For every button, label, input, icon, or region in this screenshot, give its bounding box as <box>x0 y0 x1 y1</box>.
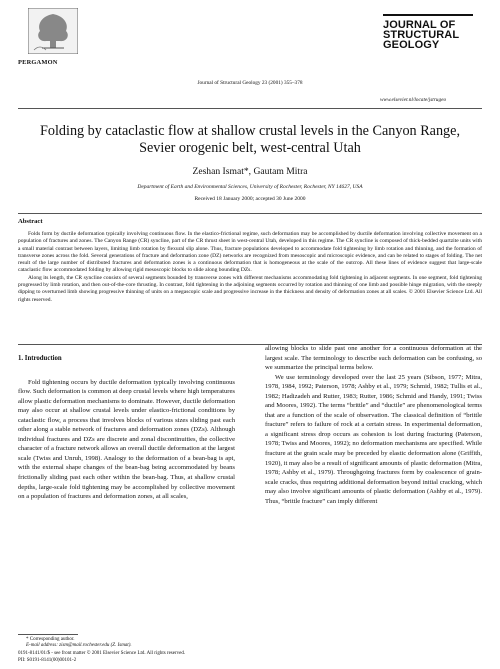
left-column <box>18 354 235 502</box>
elsevier-tree-logo <box>28 8 78 54</box>
article-title-line-2: Sevier orogenic belt, west-central Utah <box>139 140 361 156</box>
pii-line: PII: S0191-8141(00)00101-2 <box>18 658 77 663</box>
abstract-body <box>18 231 482 304</box>
journal-title-rule <box>383 14 473 16</box>
right-column-paragraph-1: allowing blocks to slide past one another for a continuous deformation at the largest scale. The terminology to describe such deformation can be confusing, so we summarize the principal terms below. <box>265 345 482 372</box>
issn-line: 0191-8141/01/$ - see front matter © 2001 Elsevier Science Ltd. All rights reserved. <box>18 651 186 656</box>
issn-block <box>18 650 185 664</box>
abstract-heading: Abstract <box>18 218 43 225</box>
right-column-paragraph-2: We use terminology developed over the last 25 years (Sibson, 1977; Mitra, 1978, 1984, 1992; Paterson, 1978; Ashby et al., 1979; Schmid, 1982; Tullis et al., 1982; Hadizadeh and Rutter, 1983; Rutter, 1986; Schmid and Handy, 1991; Twiss and Moores, 1992). The terms “brittle” and “ductile” are phenomenological terms that are a function of the scale of observation. The classical definition of “brittle fracture” refers to failure of rock at a certain stress. In experimental deformation, a significant stress drop occurs as cohesion is lost during fracturing (Paterson, 1978; Twiss and Moores, 1992); no deformation mechanisms are specified. While fracture at the grain scale may be preceded by elastic deformation alone (Griffith, 1920), it may also be a result of significant amounts of plastic deformation (Mitra, 1978; Ashby et al., 1979). Throughgoing fractures form by coalescence of grain-scale cracks, thus requiring additional deformation beyond initial cracking, which may also involve significant amounts of plastic deformation (Ashby et al., 1979). Thus, “brittle fracture” can imply different <box>265 373 482 505</box>
journal-name-line-1: JOURNAL OF <box>383 19 456 31</box>
header-divider <box>18 108 482 109</box>
journal-name-line-2: STRUCTURAL <box>383 29 460 41</box>
right-column <box>265 344 482 506</box>
author-affiliation: Department of Earth and Environmental Sciences, University of Rochester, Rochester, NY 14627, USA <box>137 184 363 190</box>
abstract-paragraph-2: Along its length, the CR syncline consists of several segments bounded by transverse zones with different mechanisms accommodating fold tightening in adjacent segments. In one segment, fold tightening progressed by limb rotation, and then out-of-the-core thrusting. In contrast, fold tightening in the adjoining segments occurred by rotation and thinning of one limb and possible hinge migration, with the steeply dipping to overturned limb showing progressive thinning of units on a megascopic scale and progressive increase in the thickness and density of deformation zones at all scales. © 2001 Elsevier Science Ltd. All rights reserved. <box>18 274 482 303</box>
journal-name-line-3: GEOLOGY <box>383 39 440 51</box>
abstract-paragraph-1: Folds form by ductile deformation typically involving continuous flow. In the elastico-frictional regime, such deformation may be accomplished by ductile deformation involving collective movement on a population of fractures and zones. The Canyon Range (CR) syncline, part of the CR thrust sheet in west-central Utah, developed in this regime. The CR syncline is composed of thick-bedded quartzite units with a small material contrast between layers, limiting limb rotation by flexural slip alone. Thus, fracture populations developed to accommodate fold tightening by limb rotation and thinning, and the formation of transverse zones across the fold. Several generations of fracture and deformation zone (DZ) networks are recognized from mesoscopic and microscopic evidence, and can be related to stages of folding. The net result of the large number of distributed fractures and deformation zones is a continuous deformation that is homogeneous at the scale of the outcrop. All these lines of evidence suggest that large-scale cataclastic flow accommodated folding by allowing rigid mesoscopic blocks to slide along bounding DZs. <box>18 231 482 274</box>
footnote <box>26 637 132 650</box>
journal-name <box>383 20 459 50</box>
journal-citation: Journal of Structural Geology 23 (2001) 355–378 <box>197 80 303 86</box>
footnote-divider <box>18 634 78 635</box>
article-title-line-1: Folding by cataclastic flow at shallow crustal levels in the Canyon Range, <box>39 123 460 139</box>
footnote-corresponding-author: * Corresponding author. <box>26 637 75 642</box>
publisher-name: PERGAMON <box>18 59 58 66</box>
received-dates: Received 18 January 2000; accepted 30 June 2000 <box>194 196 306 202</box>
article-authors: Zeshan Ismat*, Gautam Mitra <box>192 166 308 177</box>
footnote-email: E-mail address: zism@mail.rochester.edu (Z. Ismat). <box>26 643 132 649</box>
journal-url-link[interactable]: www.elsevier.nl/locate/jstrugeo <box>380 97 447 103</box>
abstract-top-divider <box>18 213 482 214</box>
left-column-paragraph-1: Fold tightening occurs by ductile deformation typically involving continuous flow. Such deformation is common at deep crustal levels where high temperatures allow plastic deformation mechanisms to dominate. However, ductile deformation may also occur at shallow crustal levels under elastico-frictional conditions by cataclastic flow, a process that involves blocks of various sizes sliding past each other along a stable network of fractures and deformation zones (DZs). Although individual fractures and DZs are discrete and zonal discontinuities, the collective character of a fracture network allows an overall ductile deformation at the largest scale (Twiss and Unruh, 1998). Analogy to the deformation of a bean-bag is apt, with the external shape changes of the bean-bag being accommodated by beans frictionally sliding past each other within the bean-bag. Thus, at shallow crustal depths, large-scale fold tightening may be accomplished by collective movement on a population of fractures and deformation zones, at all scales, <box>18 378 235 501</box>
article-title <box>0 123 500 157</box>
section-heading-introduction: 1. Introduction <box>18 355 62 362</box>
